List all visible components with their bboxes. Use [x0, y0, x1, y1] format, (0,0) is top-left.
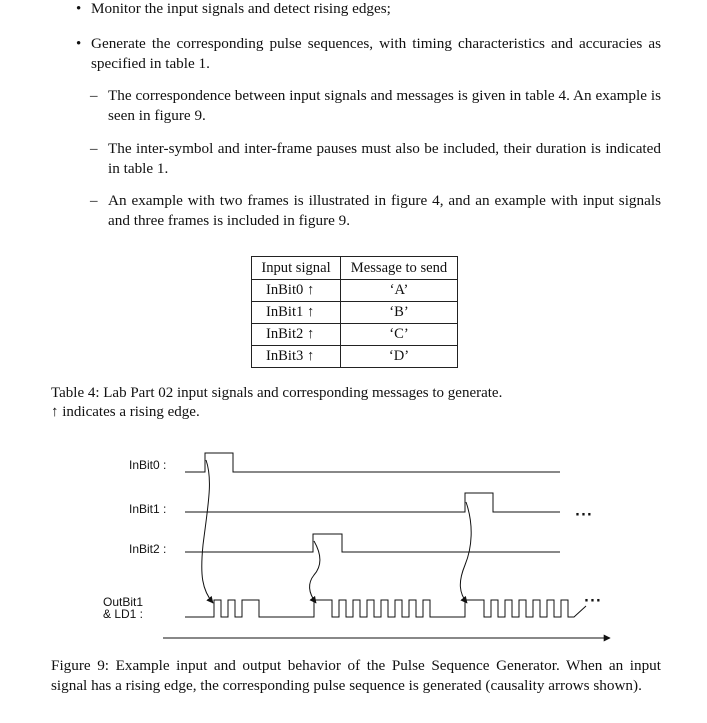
causality-arrow-inbit0	[202, 460, 213, 603]
header-input-signal: Input signal	[252, 257, 341, 280]
table-row	[252, 324, 458, 346]
cell-message: ‘A’	[341, 280, 458, 302]
figure-caption: Figure 9: Example input and output behavior of the Pulse Sequence Generator. When an input signal has a rising edge, the corresponding pulse sequence is generated (causality arrows shown).	[51, 657, 661, 694]
timing-diagram	[0, 440, 707, 650]
cell-signal: InBit1 ↑	[252, 302, 341, 324]
waveform-inbit1	[185, 493, 560, 512]
table-header-row	[252, 257, 458, 280]
cell-message: ‘D’	[341, 346, 458, 368]
waveform-inbit2	[185, 534, 560, 552]
table-row	[252, 280, 458, 302]
bullet-generate: Generate the corresponding pulse sequences, with timing characteristics and accuracies as specified in table 1.	[91, 35, 661, 72]
cell-signal: InBit0 ↑	[252, 280, 341, 302]
dash-marker: –	[90, 141, 98, 157]
header-message: Message to send	[341, 257, 458, 280]
label-inbit0: InBit0 :	[129, 458, 167, 472]
dash-marker: –	[90, 88, 98, 104]
label-outbit-line1: OutBit1	[103, 595, 144, 609]
table-caption-line1: Table 4: Lab Part 02 input signals and corresponding messages to generate.	[51, 385, 503, 401]
continuation-dots-inbit1: ···	[575, 508, 593, 523]
table-row	[252, 302, 458, 324]
dash-marker: –	[90, 193, 98, 209]
cell-signal: InBit2 ↑	[252, 324, 341, 346]
bullet-monitor: Monitor the input signals and detect rising edges;	[91, 0, 391, 17]
table-row	[252, 346, 458, 368]
sub-item-pauses: The inter-symbol and inter-frame pauses must also be included, their duration is indicated in table 1.	[108, 140, 661, 177]
bullet-marker: •	[76, 36, 82, 52]
causality-arrow-inbit2	[310, 541, 320, 603]
waveform-inbit0	[185, 453, 560, 472]
continuation-dots-outbit1: ···	[584, 594, 602, 609]
cell-signal: InBit3 ↑	[252, 346, 341, 368]
sub-item-example: An example with two frames is illustrated in figure 4, and an example with input signals and three frames is included in figure 9.	[108, 192, 661, 229]
table-caption-line2: ↑ indicates a rising edge.	[51, 404, 200, 420]
sub-item-correspondence: The correspondence between input signals and messages is given in table 4. An example is seen in figure 9.	[108, 87, 661, 124]
waveform-outbit1	[185, 600, 586, 617]
label-outbit-line2: & LD1 :	[103, 607, 144, 621]
cell-message: ‘B’	[341, 302, 458, 324]
cell-message: ‘C’	[341, 324, 458, 346]
message-table	[251, 256, 458, 368]
bullet-marker: •	[76, 1, 82, 17]
label-inbit1: InBit1 :	[129, 502, 167, 516]
label-inbit2: InBit2 :	[129, 542, 167, 556]
